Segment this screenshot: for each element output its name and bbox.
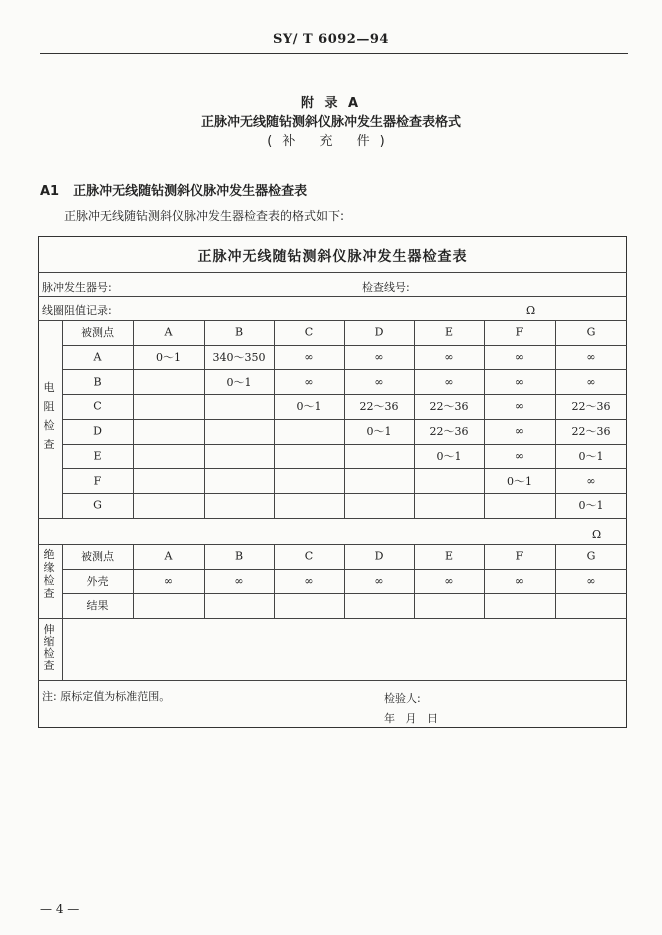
grid-line [204,320,205,518]
insulation-top [38,544,627,545]
resistance-row-label: G [93,498,102,512]
resistance-cell: 340～350 [212,351,266,365]
resistance-label-char: 电 [43,381,55,394]
info-divider [38,296,627,297]
grid-line [344,320,345,518]
resistance-row-label: C [93,399,102,413]
grid-line [555,320,556,518]
appendix-subtitle: 正脉冲无线随钻测斜仪脉冲发生器检查表格式 [200,115,461,130]
form-title: 正脉冲无线随钻测斜仪脉冲发生器检查表 [197,249,468,265]
resistance-column-header: B [234,325,244,339]
resistance-column-header: E [444,325,454,339]
title-divider [38,272,627,273]
inspector-label: 检验人: [384,692,421,705]
resistance-cell: ∞ [586,350,596,364]
section-heading [40,180,307,199]
inspection-form [38,236,627,728]
grid-line [414,544,415,618]
insulation-label-char: 检 [43,574,55,587]
date-label: 年 月 日 [384,712,438,725]
resistance-cell: ∞ [514,424,525,438]
section-intro: 正脉冲无线随钻测斜仪脉冲发生器检查表的格式如下: [64,209,345,223]
section-number: A1 [40,184,60,199]
resistance-cell: ∞ [586,474,596,488]
grid-line [414,320,415,518]
resistance-cell: 22～36 [429,425,469,439]
grid-line [133,320,134,518]
resistance-header-label: 被测点 [81,326,114,340]
resistance-row-label: F [93,474,102,488]
resistance-cell: ∞ [444,375,454,389]
insulation-shell-cell: ∞ [444,574,454,588]
resistance-label-char: 检 [43,419,55,432]
resistance-cell: ∞ [514,375,525,389]
resistance-cell: ∞ [514,449,525,463]
insulation-shell-cell: ∞ [304,574,314,588]
resistance-row-label: B [93,375,102,389]
header-rule [40,53,628,54]
resistance-column-header: C [304,325,314,339]
insulation-column-header: B [234,549,244,563]
resistance-cell: 0～1 [156,351,181,365]
resistance-row-label: A [93,350,102,364]
pulse-generator-label: 脉冲发生器号: [42,281,112,294]
insulation-column-header: E [444,549,454,563]
resistance-cell: ∞ [304,375,314,389]
appendix-title: 附 录 A [300,96,362,111]
stretch-bottom [38,680,627,681]
insulation-column-header: F [515,549,524,563]
insulation-label-char: 缘 [43,561,55,574]
resistance-column-header: A [164,325,173,339]
stretch-label-char: 缩 [43,635,55,648]
resistance-cell: ∞ [444,350,454,364]
resistance-column-header: D [374,325,384,339]
insulation-label-char: 绝 [43,548,55,561]
insulation-check-label [42,548,56,600]
coil-divider [38,320,627,321]
insulation-shell-label: 外壳 [86,574,109,588]
resistance-cell: 22～36 [359,400,399,414]
insulation-column-header: D [374,549,384,563]
unit-ohm-resistance: Ω [526,304,536,317]
resistance-cell: 22～36 [429,400,469,414]
resistance-cell: 0～1 [296,400,322,414]
resistance-label-char: 查 [43,438,55,451]
resistance-cell: 22～36 [571,400,611,414]
resistance-cell: ∞ [304,350,314,364]
resistance-cell: 0～1 [366,425,392,439]
insulation-column-header: G [586,549,596,563]
insulation-column-header: A [164,549,173,563]
grid-line [274,544,275,618]
resistance-label-char: 阻 [43,400,55,413]
stretch-check-label [42,624,56,672]
stretch-label-char: 伸 [43,623,55,636]
insulation-shell-cell: ∞ [514,574,525,588]
insulation-label-char: 查 [43,587,55,600]
resistance-cell: 0～1 [226,375,252,389]
appendix-note: (补 充 件) [267,134,395,149]
resistance-column-header: G [586,325,596,339]
grid-line [555,544,556,618]
standard-number: SY/ T 6092—94 [273,32,389,47]
resistance-cell: ∞ [586,375,596,389]
grid-line [62,320,63,518]
insulation-header-label: 被测点 [81,550,114,564]
grid-line [484,320,485,518]
check-line-label: 检查线号: [362,281,410,294]
grid-line [274,320,275,518]
resistance-cell: 22～36 [571,425,611,439]
resistance-cell: 0～1 [578,499,604,513]
insulation-result-label: 结果 [86,599,109,613]
form-note: 注: 原标定值为标准范围。 [42,690,171,703]
insulation-bottom [38,618,627,619]
insulation-shell-cell: ∞ [163,574,174,588]
stretch-label-char: 检 [43,647,55,660]
insulation-column-header: C [304,549,314,563]
section-title: 正脉冲无线随钻测斜仪脉冲发生器检查表 [73,184,308,199]
resistance-bottom [38,518,627,519]
insulation-shell-cell: ∞ [234,574,244,588]
resistance-cell: ∞ [374,350,384,364]
resistance-cell: ∞ [514,399,525,413]
resistance-check-label [42,378,56,454]
resistance-cell: 0～1 [436,449,462,463]
insulation-shell-cell: ∞ [586,574,596,588]
resistance-row-label: E [93,449,102,463]
stretch-label-char: 查 [43,659,55,672]
resistance-cell: ∞ [514,350,525,364]
grid-line [484,544,485,618]
grid-line [344,544,345,618]
resistance-column-header: F [515,325,524,339]
page-number: — 4 — [40,902,80,916]
unit-ohm-insulation: Ω [592,528,602,541]
insulation-shell-cell: ∞ [374,574,384,588]
grid-line [204,544,205,618]
grid-line [133,544,134,618]
resistance-cell: ∞ [374,375,384,389]
resistance-row-label: D [93,424,102,438]
resistance-cell: 0～1 [578,449,604,463]
resistance-cell: 0～1 [507,474,532,488]
grid-line [62,544,63,680]
coil-record-label: 线圈阻值记录: [42,304,112,317]
